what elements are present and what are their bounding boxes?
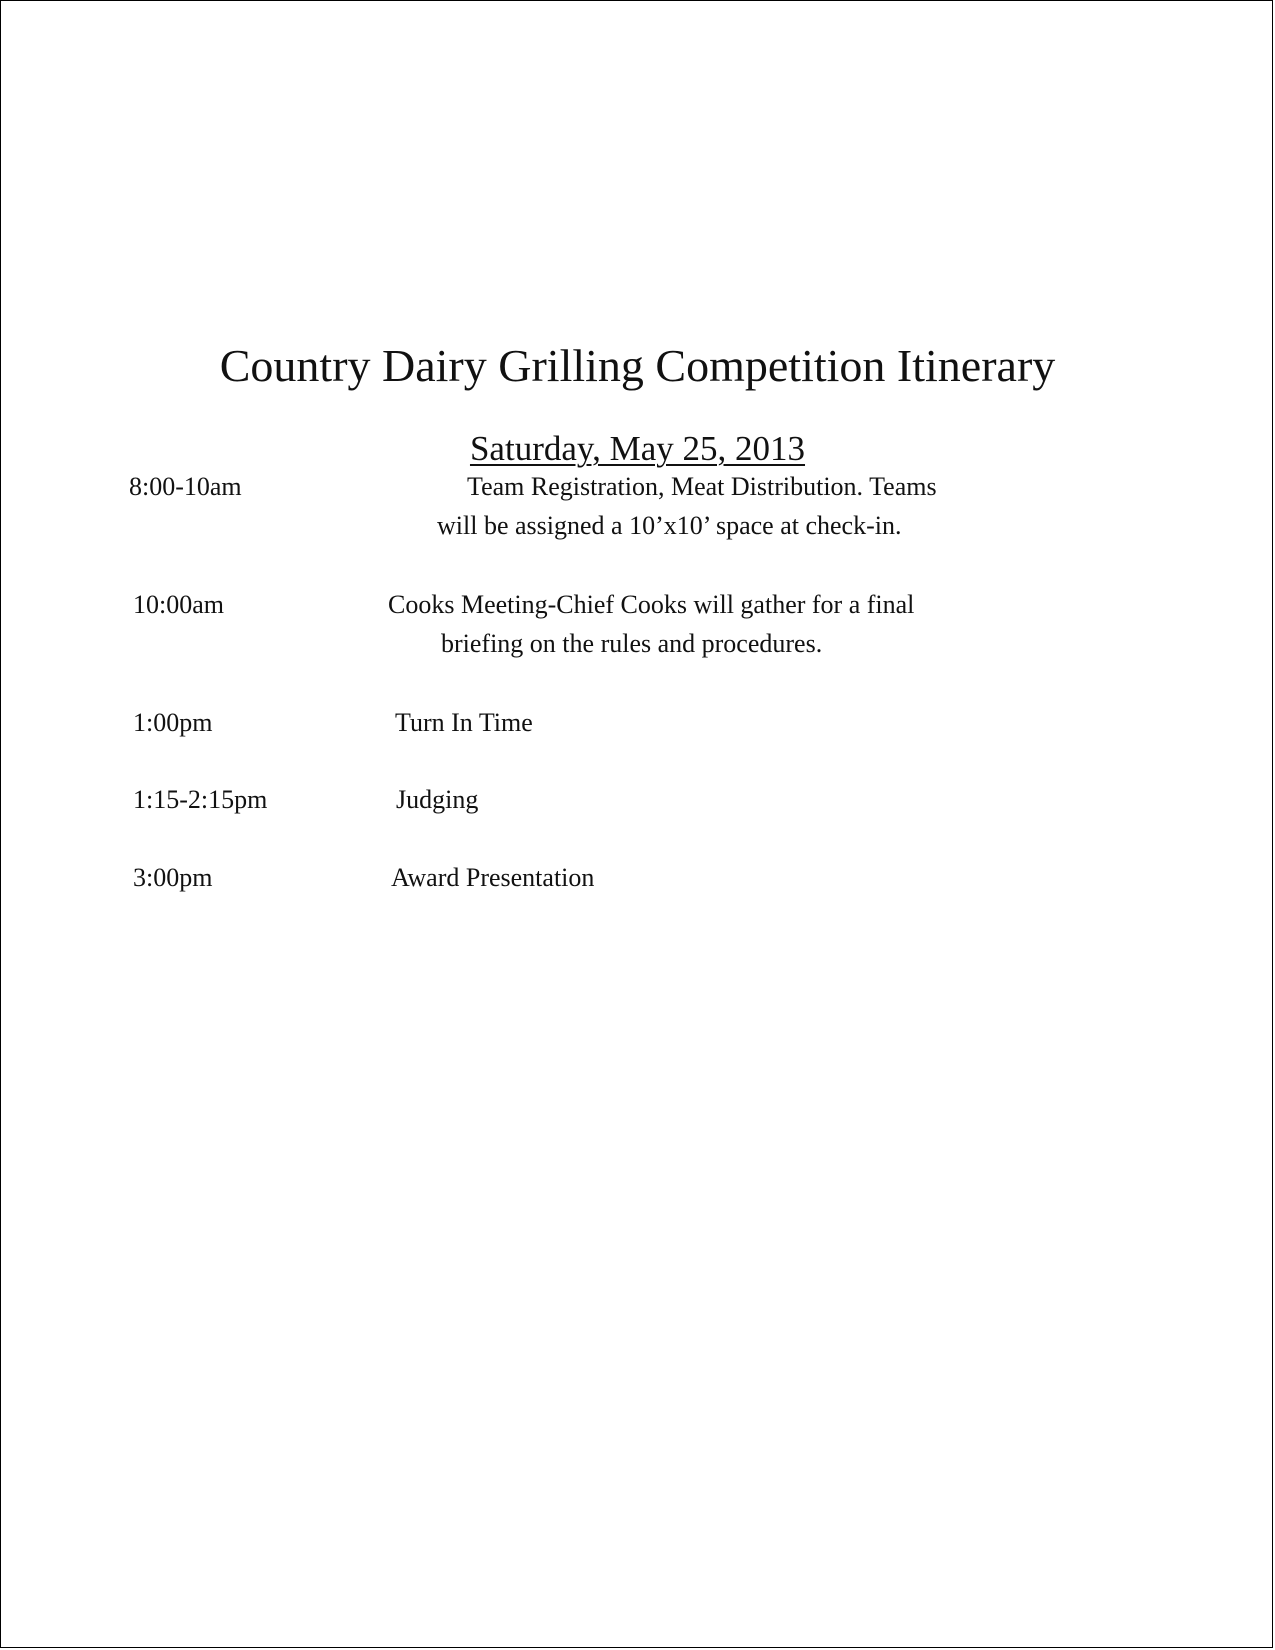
schedule-description-continued: will be assigned a 10’x10’ space at check-in. bbox=[437, 511, 902, 540]
schedule-time: 10:00am bbox=[133, 590, 224, 619]
document-title: Country Dairy Grilling Competition Itinerary bbox=[219, 340, 1056, 391]
schedule-time: 1:00pm bbox=[133, 708, 213, 737]
schedule-time: 1:15-2:15pm bbox=[133, 785, 268, 814]
schedule-description: Judging bbox=[396, 785, 479, 814]
schedule-description: Turn In Time bbox=[395, 708, 533, 737]
schedule-time: 3:00pm bbox=[133, 863, 213, 892]
event-date bbox=[1, 429, 1274, 469]
schedule-description: Team Registration, Meat Distribution. Teams bbox=[467, 472, 937, 501]
schedule-description: Cooks Meeting-Chief Cooks will gather for a final bbox=[388, 590, 915, 619]
schedule-description-continued: briefing on the rules and procedures. bbox=[441, 629, 823, 658]
schedule-description: Award Presentation bbox=[391, 863, 595, 892]
schedule-time: 8:00-10am bbox=[129, 472, 242, 501]
event-date-text: Saturday, May 25, 2013 bbox=[469, 429, 806, 468]
